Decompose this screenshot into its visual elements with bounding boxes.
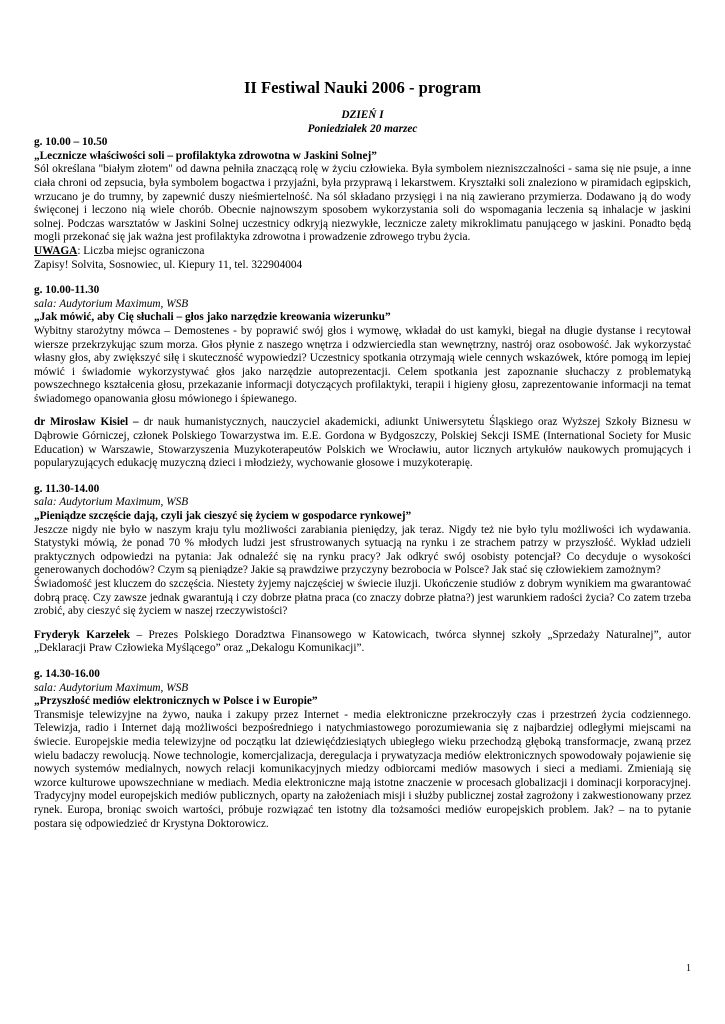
speaker-name: Fryderyk Karzełek: [34, 628, 131, 641]
speaker-bio: [34, 629, 691, 656]
speaker-bio: [34, 416, 691, 470]
document-title: II Festiwal Nauki 2006 - program: [243, 78, 482, 97]
warning-note: [34, 245, 691, 259]
session-title: „Przyszłość mediów elektronicznych w Polsce i w Europie”: [34, 695, 318, 708]
session-room: sala: Audytorium Maximum, WSB: [34, 681, 189, 694]
session-room: sala: Audytorium Maximum, WSB: [34, 297, 189, 310]
session-title: „Jak mówić, aby Cię słuchali – głos jako narzędzie kreowania wizerunku”: [34, 311, 391, 324]
session-description: Jeszcze nigdy nie było w naszym kraju tylu możliwości zarabiania pieniędzy, jak teraz. Nigdy też nie było tylu możliwości ich wydawania. Statystyki mówią, że ponad 70 % młodych ludzi jest sfrustrowanych sytuacją na rynku i ze strachem patrzy w przyszłość. Wykład udzieli praktycznych odpowiedzi na pytania: Jak odnaleźć się na rynku pracy? Jak odkryć swój osobisty potencjał? Co decyduje o wysokości generowanych dochodów? Czym są pieniądze? Jakie są prawdziwe przyczyny bezrobocia w Polsce? Jak stać się człowiekiem zamożnym?: [34, 523, 691, 577]
session-2: [34, 284, 691, 471]
session-time: g. 11.30-14.00: [34, 482, 100, 495]
session-3: [34, 483, 691, 656]
speaker-name: dr Mirosław Kisiel –: [34, 416, 139, 429]
document-page: [34, 78, 691, 831]
session-description: Wybitny starożytny mówca – Demostenes - by poprawić swój głos i wymowę, wkładał do ust kamyki, biegał na długie dystanse i recytował wiersze przekrzykując szum morza. Głos płynie z naszego wnętrza i odzwierciedla stan wewnętrzny, nastrój oraz osobowość. Jak wykorzystać własny głos, aby zwiększyć siłę i skuteczność wypowiedzi? Uczestnicy spotkania otrzymają wiele cennych wskazówek, które pomogą im lepiej mówić i świadomie wykorzystywać głos jako narzędzie autoprezentacji. Celem spotkania jest zapoznanie słuchaczy z problematyką powszechnego kształcenia głosu, przekazanie informacji dotyczących profilaktyki, terapii i higieny głosu, zaprezentowanie informacji na temat świadomego opanowania głosu mówionego i śpiewanego.: [34, 324, 691, 405]
day-date: Poniedziałek 20 marzec: [307, 122, 418, 135]
session-time: g. 10.00-11.30: [34, 284, 100, 297]
session-time: g. 10.00 – 10.50: [34, 136, 108, 149]
session-4: [34, 668, 691, 831]
speaker-bio-text: dr nauk humanistycznych, nauczyciel akademicki, adiunkt Uniwersytetu Śląskiego oraz Wyższej Szkoły Biznesu w Dąbrowie Górniczej, członek Polskiego Towarzystwa im. E.E. Gordona w Bydgoszczy, Polskiej Sekcji ISME (International Society for Music Education) w Warszawie, Stowarzyszenia Muzykoterapeutów Polskich we Wrocławiu, autor licznych artykułów naukowych promujących i popularyzujących edukację muzyczną dzieci i młodzieży, wychowanie głosowe i muzykoterapię.: [34, 416, 691, 470]
page-number: 1: [686, 963, 691, 974]
session-1: [34, 136, 691, 272]
warning-label: UWAGA: [34, 244, 78, 257]
session-description: Sól określana "białym złotem" od dawna pełniła znaczącą rolę w życiu człowieka. Była symbolem niezniszczalności - sama się nie psuje, a inne ciała chroni od zepsucia, była symbolem bogactwa i przyjaźni, była przyprawą i lekarstwem. Kryształki soli znaleziono w piramidach egipskich, wrzucano je do trumny, by zapewnić duszy nieśmiertelność. Na sól składano przysięgi i na nią zawierano przymierza. Dodawano ją do wody święconej i leczono nią wiele chorób. Obecnie najnowszym sposobem wykorzystania soli do wspomagania leczenia są inhalacje w jaskini solnej. Podczas warsztatów w Jaskini Solnej uczestnicy odkryją niezwykłe, lecznicze zalety mikroklimatu panującego w jaskini. Ponadto będą mogli przekonać się jak ważna jest profilaktyka zdrowotna i prowadzenie zdrowego trybu życia.: [34, 163, 691, 244]
session-description-2: Świadomość jest kluczem do szczęścia. Niestety żyjemy najczęściej w świecie iluzji. Ukończenie studiów z dobrym wynikiem ma gwarantować dobrą pracę. Czy zawsze jednak gwarantują i czy dobrze płatna praca (co znaczy dobrze płatna?) jest warunkiem radości życia? Co zatem trzeba zrobić, aby cieszyć się życiem w naszej rzeczywistości?: [34, 578, 691, 618]
session-title: „Lecznicze właściwości soli – profilaktyka zdrowotna w Jaskini Solnej”: [34, 149, 377, 162]
session-description: Transmisje telewizyjne na żywo, nauka i zakupy przez Internet - media elektroniczne przekroczyły czas i przestrzeń życia codziennego. Telewizja, radio i Internet dają możliwości bezpośredniego i natychmiastowego porozumiewania się z najbardziej odległymi miejscami na świecie. Europejskie media telewizyjne od początku lat dziewięćdziesiątych ubiegłego wieku przechodzą głęboką transformacje, zwaną przez wielu badaczy rewolucją. Nowe technologie, komercjalizacja, deregulacja i prywatyzacja mediów elektronicznych spowodowały pojawienie się nowych systemów medialnych, nowych relacji komunikacyjnych miedzy odbiorcami mediów masowych i sieci a mediami. Zmieniają się wzorce kulturowe upowszechniane w mediach. Media elektroniczne mają istotne znaczenie w procesach globalizacji i dominacji korporacyjnej. Tradycyjny model europejskich mediów publicznych, oparty na założeniach misji i służby publicznej został zagrożony i zakwestionowany przez rynek. Europa, broniąc swoich wartości, próbuje rozwiązać ten istotny dla tożsamości mediów europejskich problem. Jak? – na to pytanie postara się odpowiedzieć dr Krystyna Doktorowicz.: [34, 708, 691, 830]
speaker-bio-text: – Prezes Polskiego Doradztwa Finansowego w Katowicach, twórca słynnej szkoły „Sprzedaży Naturalnej”, autor „Deklaracji Praw Człowieka Myślącego” oraz „Dekalogu Komunikacji”.: [34, 628, 691, 655]
session-title: „Pieniądze szczęście dają, czyli jak cieszyć się życiem w gospodarce rynkowej”: [34, 510, 412, 523]
session-time: g. 14.30-16.00: [34, 667, 100, 680]
day-label: DZIEŃ I: [341, 109, 384, 121]
session-room: sala: Audytorium Maximum, WSB: [34, 496, 189, 509]
signup-info: Zapisy! Solvita, Sosnowiec, ul. Kiepury 11, tel. 322904004: [34, 258, 303, 271]
warning-text: : Liczba miejsc ograniczona: [77, 244, 205, 257]
